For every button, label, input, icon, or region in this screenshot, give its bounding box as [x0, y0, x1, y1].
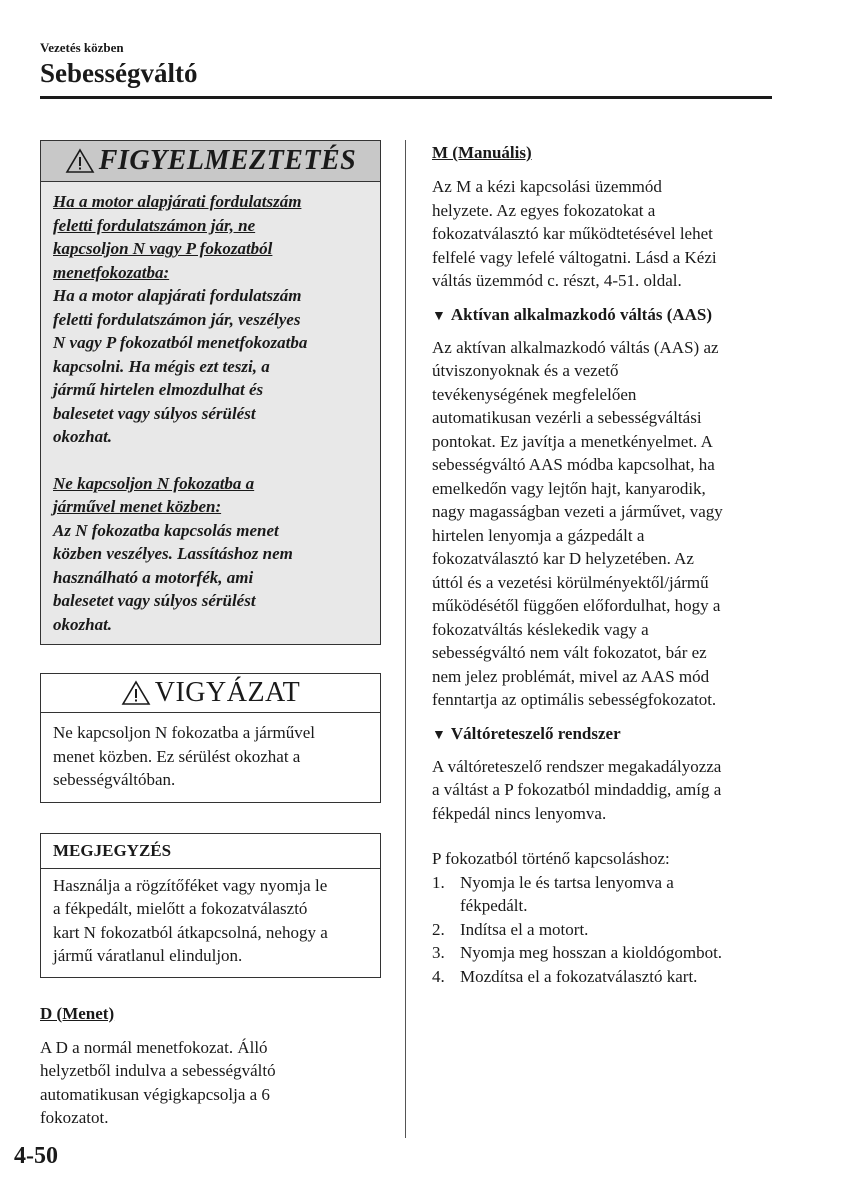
warning-text-line: feletti fordulatszámon jár, veszélyes — [53, 309, 301, 329]
warning-heading-line: menetfokozatba: — [53, 262, 170, 282]
caution-body — [41, 713, 380, 802]
note-line: a fékpedált, mielőtt a fokozatválasztó — [53, 899, 308, 918]
list-item: 3. Nyomja meg hosszan a kioldógombot. — [432, 943, 723, 962]
manual-line: váltás üzemmód c. részt, 4-51. oldal. — [432, 271, 682, 290]
aas-line: nagy magasságban vezeti a járművet, vagy — [432, 502, 723, 521]
warning-text-line: Az N fokozatba kapcsolás menet — [53, 520, 279, 540]
drive-line: automatikusan végigkapcsolja a 6 — [40, 1084, 270, 1104]
warning-heading-line: Ha a motor alapjárati fordulatszám — [53, 192, 302, 211]
aas-line: fokozatváltás késlekedik vagy a — [432, 619, 649, 639]
warning-triangle-icon — [65, 148, 95, 174]
section-label: Vezetés közben — [40, 40, 124, 55]
manual-text — [432, 175, 777, 293]
caution-box — [40, 673, 381, 803]
manual-line: fokozatválasztó kar működtetésével lehet — [432, 224, 713, 243]
warning-heading-line: kapcsoljon N vagy P fokozatból — [53, 239, 273, 258]
aas-line: sebességváltó nem vált fokozatot, bár ez — [432, 643, 707, 662]
aas-line: működésétől függően előfordulhat, hogy a — [432, 596, 721, 615]
list-item: 2. Indítsa el a motort. — [432, 919, 589, 939]
page-number: 4-50 — [14, 1143, 58, 1169]
manual-line: Az M a kézi kapcsolási üzemmód — [432, 177, 662, 196]
caution-header — [41, 674, 380, 713]
interlock-line: fékpedál nincs lenyomva. — [432, 803, 607, 823]
note-line: Használja a rögzítőféket vagy nyomja le — [53, 875, 328, 895]
aas-line: fenntartja az optimális sebességfokozatot. — [432, 690, 717, 709]
page-title: Sebességváltó — [40, 58, 198, 88]
drive-text — [40, 1036, 381, 1130]
aas-line: tevékenységének megfelelően — [432, 384, 637, 404]
left-column — [40, 140, 381, 1130]
drive-line: fokozatot. — [40, 1108, 109, 1127]
manual-line: helyzete. Az egyes fokozatokat a — [432, 200, 656, 220]
warning-text-line: kapcsolni. Ha mégis ezt teszi, a — [53, 356, 270, 376]
note-body — [41, 869, 380, 977]
aas-line: emelkedőn vagy lejtőn hajt, kanyarodik, — [432, 478, 706, 498]
aas-heading — [432, 305, 777, 325]
note-box — [40, 833, 381, 978]
aas-line: úttól és a vezetési körülményektől/jármű — [432, 572, 709, 592]
manual-heading: M (Manuális) — [432, 143, 532, 162]
interlock-heading-text: Váltóreteszelő rendszer — [450, 723, 621, 743]
note-line: kart N fokozatból átkapcsolná, nehogy a — [53, 922, 328, 942]
warning-heading-line: járművel menet közben: — [53, 497, 222, 516]
down-triangle-icon: ▼ — [432, 727, 446, 743]
aas-heading-text: Aktívan alkalmazkodó váltás (AAS) — [450, 304, 713, 324]
aas-line: automatikusan vezérli a sebességváltási — [432, 408, 702, 427]
warning-title: FIGYELMEZTETÉS — [98, 145, 357, 176]
aas-text — [432, 336, 777, 712]
warning-heading-line: feletti fordulatszámon jár, ne — [53, 215, 256, 235]
drive-heading: D (Menet) — [40, 1003, 115, 1023]
drive-line: A D a normál menetfokozat. Álló — [40, 1037, 268, 1057]
warning-header — [41, 141, 380, 182]
warning-text-line: balesetet vagy súlyos sérülést — [53, 591, 256, 610]
drive-line: helyzetből indulva a sebességváltó — [40, 1061, 276, 1080]
warning-text-line: okozhat. — [53, 614, 113, 634]
aas-line: sebességváltó AAS módba kapcsolhat, ha — [432, 455, 715, 474]
aas-line: nem jelez problémát, mivel az AAS mód — [432, 666, 710, 686]
caution-line: menet közben. Ez sérülést okozhat a — [53, 746, 301, 766]
header-rule — [40, 96, 772, 99]
column-divider — [405, 140, 406, 1138]
warning-box — [40, 140, 381, 645]
warning-text-line: közben veszélyes. Lassításhoz nem — [53, 544, 293, 563]
list-item: 4. Mozdítsa el a fokozatválasztó kart. — [432, 966, 698, 986]
list-item: 1. Nyomja le és tartsa lenyomva a fékpedált. — [432, 872, 674, 915]
warning-text-line: balesetet vagy súlyos sérülést — [53, 403, 256, 423]
interlock-line: a váltást a P fokozatból mindaddig, amíg a — [432, 780, 722, 799]
interlock-intro: P fokozatból történő kapcsoláshoz: — [432, 849, 670, 868]
warning-body — [41, 182, 380, 644]
down-triangle-icon: ▼ — [432, 308, 446, 324]
warning-text-line: N vagy P fokozatból menetfokozatba — [53, 333, 308, 352]
manual-line: felfelé vagy lefelé váltogatni. Lásd a Kézi — [432, 247, 717, 267]
warning-text-line: jármű hirtelen elmozdulhat és — [53, 380, 264, 399]
warning-heading-line: Ne kapcsoljon N fokozatba a — [53, 473, 255, 493]
caution-line: Ne kapcsoljon N fokozatba a járművel — [53, 723, 315, 742]
caution-triangle-icon — [121, 680, 151, 706]
interlock-text — [432, 755, 777, 826]
interlock-heading — [432, 724, 777, 744]
warning-text-line: használható a motorfék, ami — [53, 567, 254, 587]
caution-title: VIGYÁZAT — [154, 677, 301, 708]
interlock-steps — [432, 871, 777, 989]
warning-text-line: Ha a motor alapjárati fordulatszám — [53, 286, 302, 305]
note-header: MEGJEGYZÉS — [41, 834, 380, 869]
aas-line: Az aktívan alkalmazkodó váltás (AAS) az — [432, 337, 719, 357]
aas-line: hirtelen lenyomja a gázpedált a — [432, 525, 645, 545]
warning-text-line: okozhat. — [53, 427, 113, 446]
caution-line: sebességváltóban. — [53, 770, 176, 789]
interlock-line: A váltóreteszelő rendszer megakadályozza — [432, 756, 722, 776]
note-line: jármű váratlanul elinduljon. — [53, 946, 243, 965]
aas-line: útviszonyoknak és a vezető — [432, 361, 619, 380]
right-column — [432, 140, 777, 988]
aas-line: pontokat. Ez javítja a menetkényelmet. A — [432, 431, 713, 451]
aas-line: fokozatválasztó kar D helyzetében. Az — [432, 549, 694, 568]
